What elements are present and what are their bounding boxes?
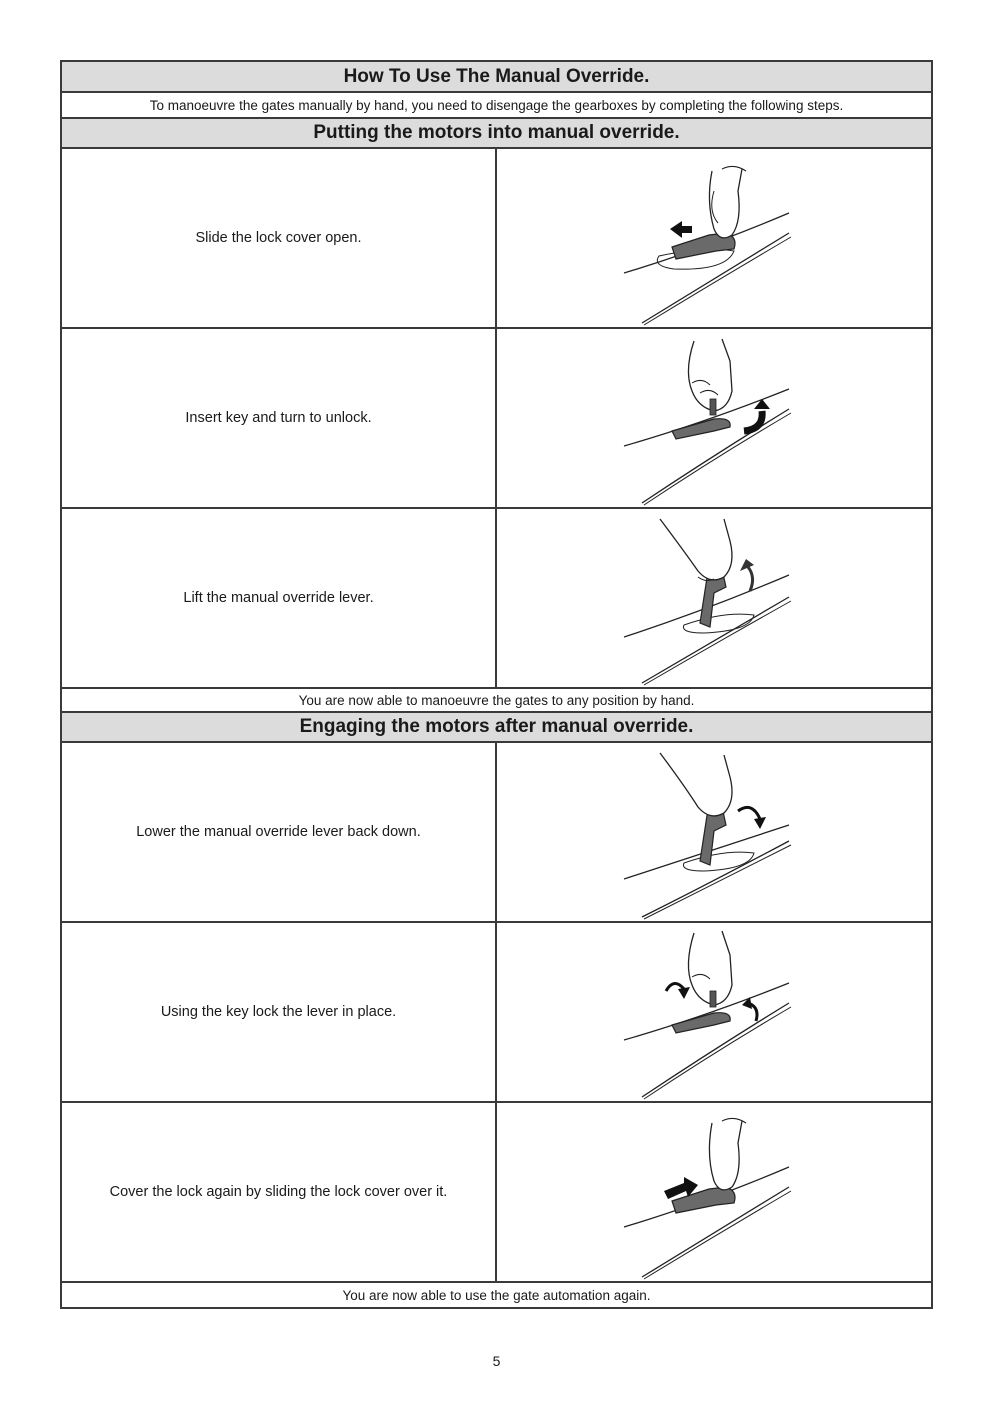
- step-illustration: [497, 329, 931, 507]
- step-label: Insert key and turn to unlock.: [185, 410, 372, 426]
- step-text: [62, 1103, 497, 1281]
- step-text: [62, 923, 497, 1101]
- step-text: [62, 149, 497, 327]
- step-illustration: [497, 743, 931, 921]
- key-unlock-icon: [614, 331, 814, 506]
- manual-override-table: [60, 60, 933, 1309]
- slide-cover-open-icon: [614, 151, 814, 326]
- step-illustration: [497, 1103, 931, 1281]
- intro-text: [62, 93, 931, 119]
- step-label: Using the key lock the lever in place.: [160, 1004, 397, 1020]
- step-label: Lower the manual override lever back down.: [136, 824, 421, 840]
- step-row: [62, 509, 931, 689]
- step-row: [62, 1103, 931, 1283]
- slide-cover-closed-icon: [614, 1105, 814, 1280]
- section-heading-engaging: [62, 713, 931, 743]
- step-label: Cover the lock again by sliding the lock cover over it.: [109, 1184, 448, 1200]
- section-footer: [62, 1283, 931, 1307]
- step-row: [62, 743, 931, 923]
- section-footer: [62, 689, 931, 713]
- section-heading-text: Engaging the motors after manual override.: [299, 716, 694, 737]
- step-text: [62, 509, 497, 687]
- step-illustration: [497, 509, 931, 687]
- page-number: 5: [492, 1353, 501, 1369]
- lower-lever-icon: [614, 745, 814, 920]
- section-heading-text: Putting the motors into manual override.: [313, 122, 680, 143]
- step-row: [62, 149, 931, 329]
- step-text: [62, 743, 497, 921]
- page-title: [62, 62, 931, 93]
- step-text: [62, 329, 497, 507]
- step-label: Lift the manual override lever.: [183, 590, 374, 606]
- step-row: [62, 923, 931, 1103]
- step-illustration: [497, 149, 931, 327]
- step-illustration: [497, 923, 931, 1101]
- section-footer-text: You are now able to use the gate automation again.: [342, 1287, 651, 1303]
- key-lock-icon: [614, 925, 814, 1100]
- step-row: [62, 329, 931, 509]
- step-label: Slide the lock cover open.: [195, 230, 362, 246]
- intro-text-content: To manoeuvre the gates manually by hand, you need to disengage the gearboxes by completing the following steps.: [149, 97, 844, 113]
- page-title-text: How To Use The Manual Override.: [343, 65, 650, 87]
- lift-lever-icon: [614, 511, 814, 686]
- section-heading-manual-override: [62, 119, 931, 149]
- section-footer-text: You are now able to manoeuvre the gates to any position by hand.: [298, 692, 695, 708]
